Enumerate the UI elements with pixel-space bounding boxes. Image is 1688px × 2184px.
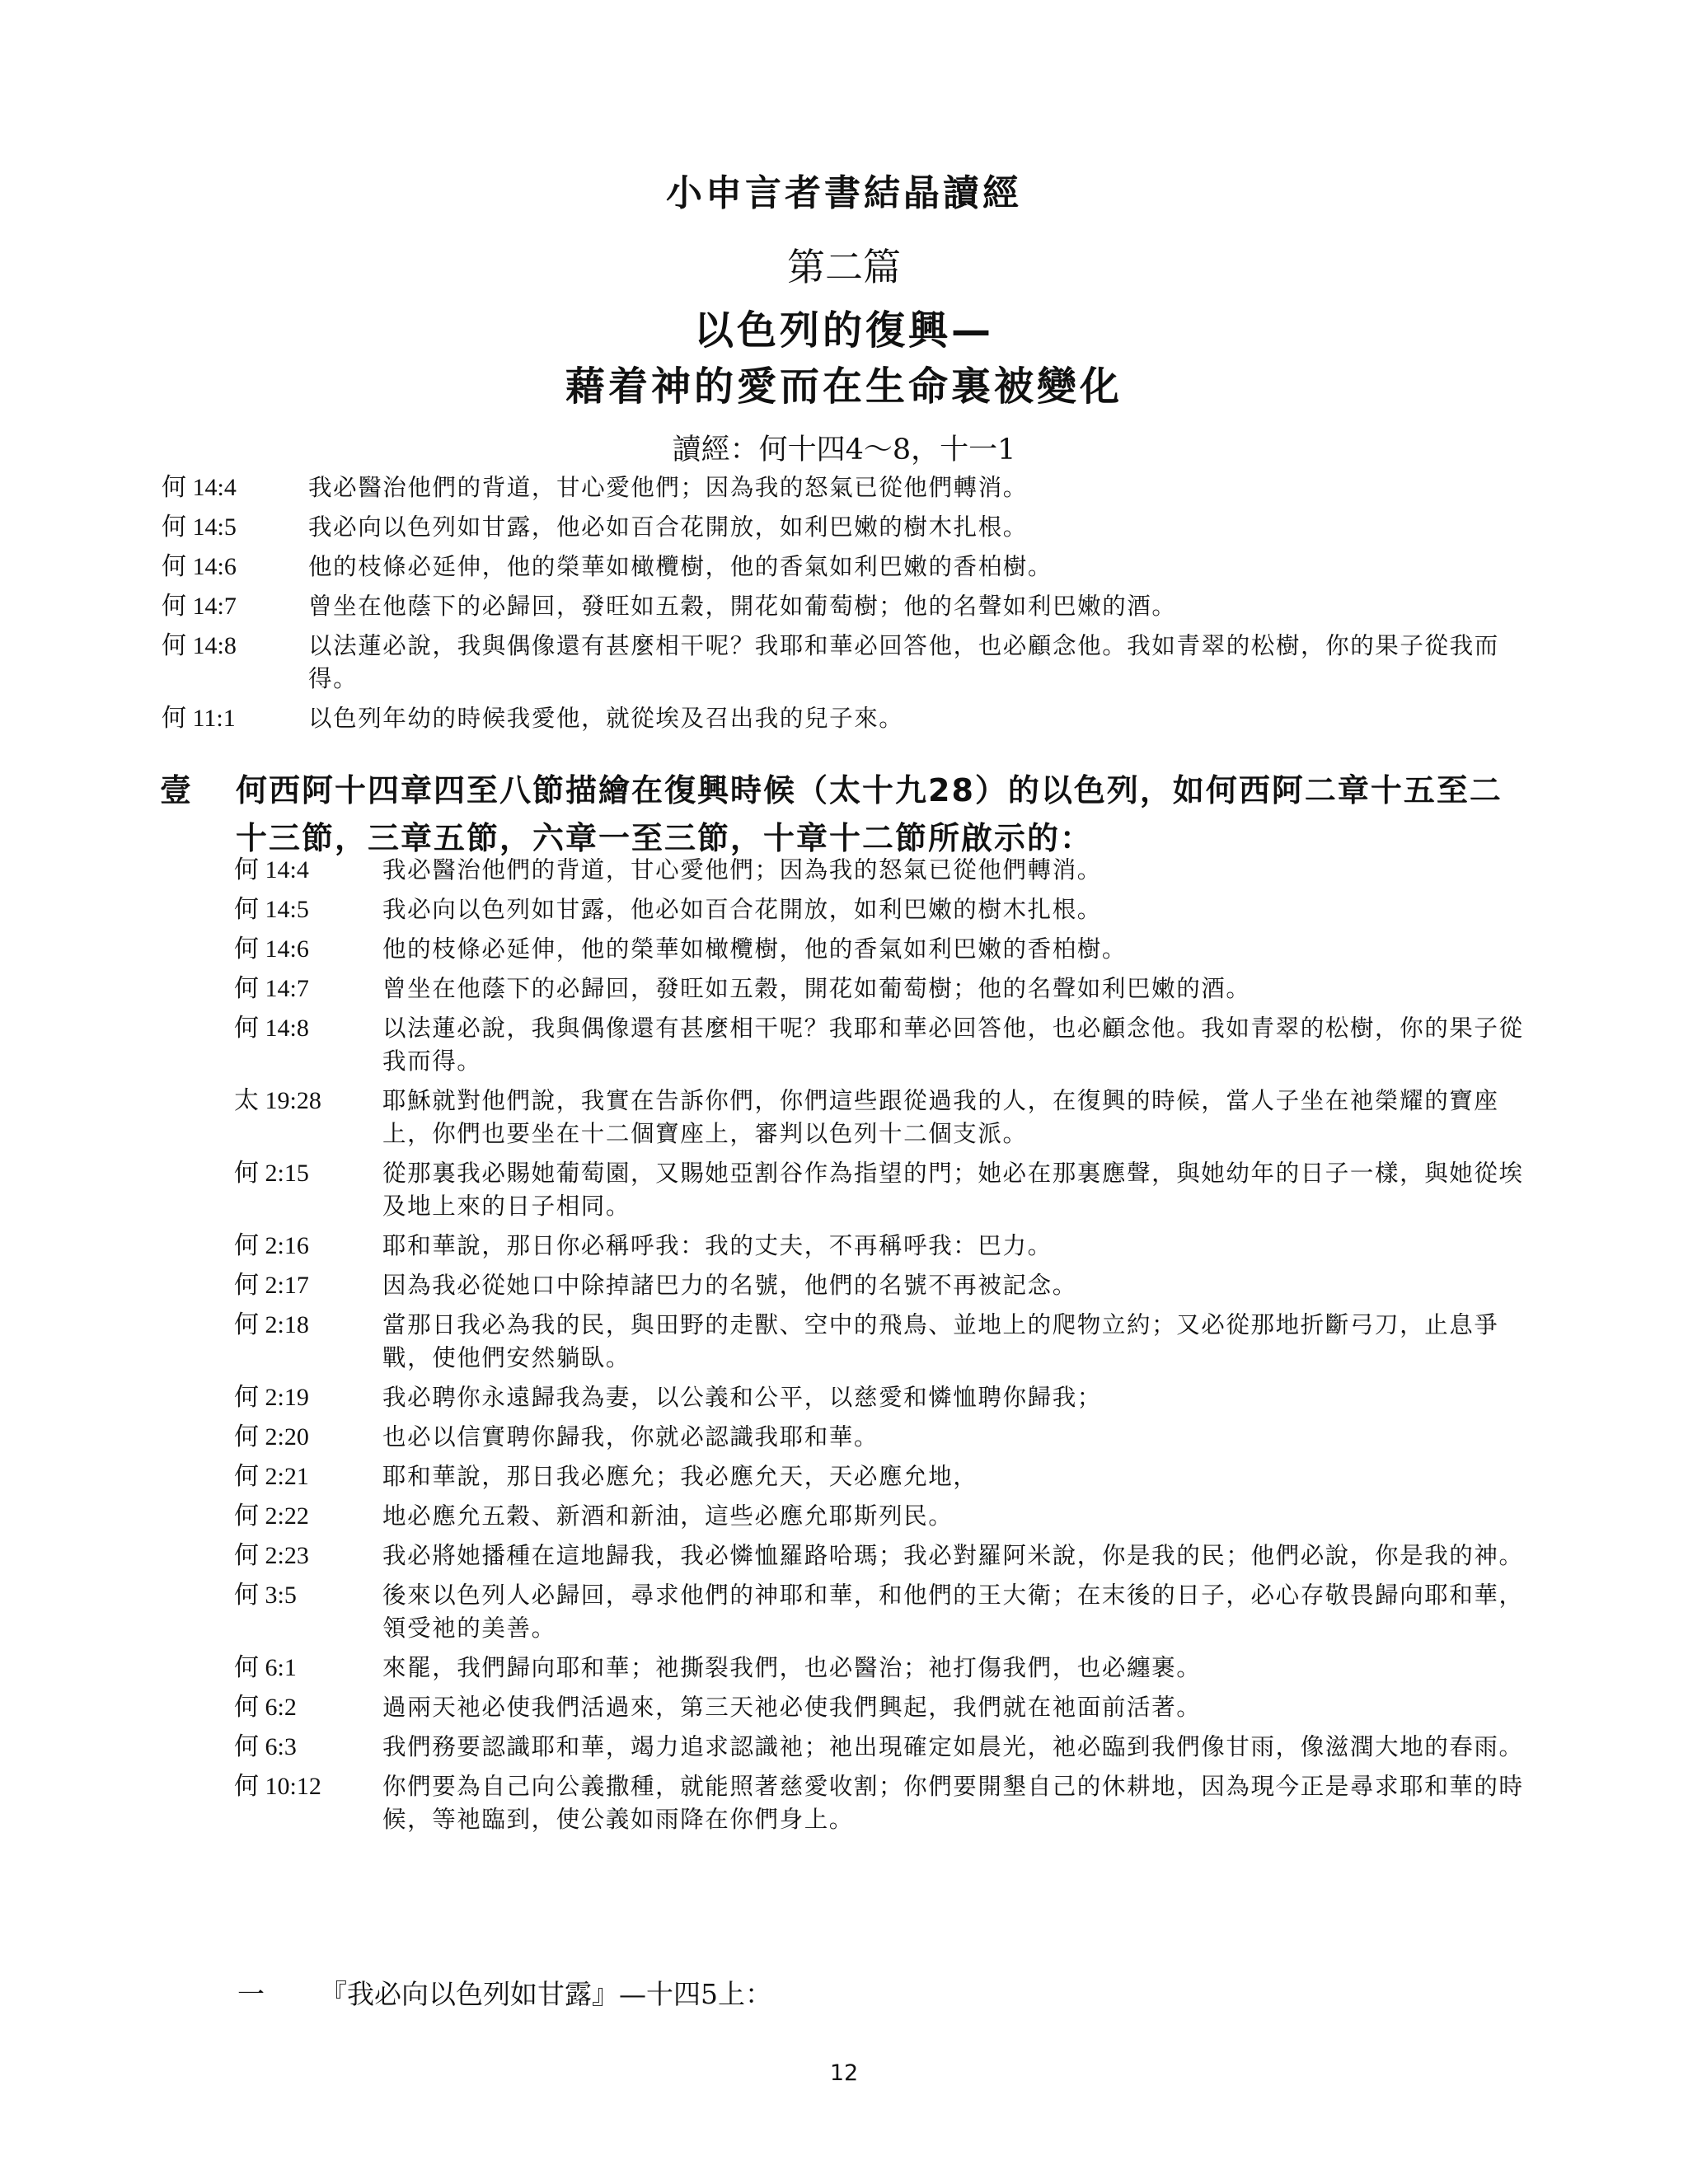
verse-text: 我們務要認識耶和華，竭力追求認識祂；祂出現確定如晨光，祂必臨到我們像甘雨，像滋潤大地的春雨。 [382, 1733, 1524, 1760]
verse-reference: 何 2:18 [234, 1311, 309, 1338]
subject-title-line1: 以色列的復興— [693, 307, 994, 354]
verse-row [234, 1381, 1530, 1414]
verse-row [234, 1691, 1530, 1724]
verse-text: 來罷，我們歸向耶和華；祂撕裂我們，也必醫治；祂打傷我們，也必纏裹。 [382, 1654, 1202, 1681]
verse-text: 我必醫治他們的背道，甘心愛他們；因為我的怒氣已從他們轉消。 [308, 474, 1028, 501]
verse-text: 曾坐在他蔭下的必歸回，發旺如五穀，開花如葡萄樹；他的名聲如利巴嫩的酒。 [308, 593, 1177, 620]
verse-reference: 何 14:5 [162, 513, 237, 541]
verse-text: 也必以信實聘你歸我，你就必認識我耶和華。 [382, 1423, 879, 1451]
verse-reference: 何 14:6 [162, 553, 237, 580]
verse-text: 因為我必從她口中除掉諸巴力的名號，他們的名號不再被記念。 [382, 1272, 1077, 1299]
subject-title-line2: 藉着神的愛而在生命裏被變化 [565, 363, 1123, 410]
verse-reference: 何 11:1 [162, 705, 236, 732]
verse-reference: 何 6:1 [234, 1654, 297, 1681]
verse-text: 他的枝條必延伸，他的榮華如橄欖樹，他的香氣如利巴嫩的香柏樹。 [382, 935, 1128, 963]
verse-text: 當那日我必為我的民，與田野的走獸、空中的飛鳥、並地上的爬物立約；又必從那地折斷弓刀，止息爭戰，使他們安然躺臥。 [382, 1311, 1499, 1371]
verse-row [234, 1421, 1530, 1454]
verse-reference: 何 14:4 [234, 856, 309, 883]
verse-row [234, 1731, 1530, 1764]
point-number: 壹 [160, 772, 192, 808]
verse-row [234, 972, 1530, 1005]
verse-row [234, 1500, 1530, 1533]
verse-reference: 何 14:8 [234, 1015, 309, 1042]
verse-row [234, 933, 1530, 966]
verse-text: 以色列年幼的時候我愛他，就從埃及召出我的兒子來。 [308, 705, 904, 732]
verse-text: 我必將她播種在這地歸我，我必憐恤羅路哈瑪；我必對羅阿米說，你是我的民；他們必說，你是我的神。 [382, 1542, 1524, 1569]
chapter-label: 第二篇 [787, 245, 901, 289]
verse-reference: 何 3:5 [234, 1582, 297, 1609]
verse-row [234, 1652, 1530, 1685]
verse-text: 耶和華說，那日我必應允；我必應允天，天必應允地， [382, 1463, 978, 1490]
verse-text: 以法蓮必說，我與偶像還有甚麼相干呢？我耶和華必回答他，也必顧念他。我如青翠的松樹，你的果子從我而得。 [308, 632, 1499, 692]
verse-reference: 何 2:21 [234, 1463, 309, 1490]
book-title: 小申言者書結晶讀經 [666, 172, 1022, 214]
verse-row [162, 471, 1530, 504]
scripture-reading: 讀經：何十四4～8，十一1 [672, 434, 1016, 466]
verse-row [234, 1269, 1530, 1302]
verse-reference: 何 14:7 [162, 593, 237, 620]
verse-row [234, 1579, 1530, 1645]
verse-reference: 何 2:16 [234, 1232, 309, 1259]
verse-row [234, 893, 1530, 926]
outline-point-one [160, 766, 1533, 862]
outline-sub-point [237, 1976, 772, 2013]
point-text: 何西阿十四章四至八節描繪在復興時候（太十九28）的以色列，如何西阿二章十五至二十三節，三章五節，六章一至三節，十章十二節所啟示的： [236, 772, 1503, 856]
verse-text: 我必聘你永遠歸我為妻，以公義和公平，以慈愛和憐恤聘你歸我； [382, 1384, 1102, 1411]
verse-text: 你們要為自己向公義撒種，就能照著慈愛收割；你們要開墾自己的休耕地，因為現今正是尋求耶和華的時候，等祂臨到，使公義如雨降在你們身上。 [382, 1773, 1524, 1833]
verse-row [234, 854, 1530, 887]
verse-row [234, 1085, 1530, 1151]
sub-point-text: 『我必向以色列如甘露』—十四5上： [320, 1978, 772, 2010]
verse-text: 我必醫治他們的背道，甘心愛他們；因為我的怒氣已從他們轉消。 [382, 856, 1102, 883]
verse-text: 地必應允五穀、新酒和新油，這些必應允耶斯列民。 [382, 1502, 954, 1530]
verse-reference: 何 10:12 [234, 1773, 321, 1800]
verse-row [162, 590, 1530, 623]
verse-text: 他的枝條必延伸，他的榮華如橄欖樹，他的香氣如利巴嫩的香柏樹。 [308, 553, 1053, 580]
verse-row [234, 1460, 1530, 1493]
verse-reference: 何 14:7 [234, 975, 309, 1002]
verse-reference: 何 6:2 [234, 1694, 297, 1721]
verse-row [162, 630, 1530, 696]
verse-text: 以法蓮必說，我與偶像還有甚麼相干呢？我耶和華必回答他，也必顧念他。我如青翠的松樹，你的果子從我而得。 [382, 1015, 1524, 1075]
verse-reference: 何 14:5 [234, 896, 309, 923]
verse-reference: 何 2:19 [234, 1384, 309, 1411]
verse-reference: 何 2:17 [234, 1272, 309, 1299]
page-number: 12 [829, 2060, 859, 2086]
verse-reference: 何 6:3 [234, 1733, 297, 1760]
verse-text: 過兩天祂必使我們活過來，第三天祂必使我們興起，我們就在祂面前活著。 [382, 1694, 1202, 1721]
verse-reference: 何 2:23 [234, 1542, 309, 1569]
verse-reference: 太 19:28 [234, 1087, 321, 1114]
verse-row [234, 1770, 1530, 1836]
verse-text: 我必向以色列如甘露，他必如百合花開放，如利巴嫩的樹木扎根。 [382, 896, 1102, 923]
verse-row [162, 551, 1530, 583]
verse-row [234, 1157, 1530, 1223]
point-verse-list [234, 854, 1530, 1843]
verse-reference: 何 14:4 [162, 474, 237, 501]
verse-text: 耶和華說，那日你必稱呼我：我的丈夫，不再稱呼我：巴力。 [382, 1232, 1053, 1259]
verse-row [234, 1230, 1530, 1263]
verse-row [234, 1540, 1530, 1572]
verse-row [162, 511, 1530, 544]
verse-reference: 何 2:15 [234, 1160, 309, 1187]
verse-row [234, 1012, 1530, 1078]
verse-row [162, 702, 1530, 735]
verse-reference: 何 2:22 [234, 1502, 309, 1530]
verse-text: 從那裏我必賜她葡萄園，又賜她亞割谷作為指望的門；她必在那裏應聲，與她幼年的日子一樣，與她從埃及地上來的日子相同。 [382, 1160, 1524, 1220]
reading-verse-list [162, 471, 1530, 742]
verse-reference: 何 14:8 [162, 632, 237, 659]
verse-text: 我必向以色列如甘露，他必如百合花開放，如利巴嫩的樹木扎根。 [308, 513, 1028, 541]
verse-row [234, 1309, 1530, 1375]
verse-text: 耶穌就對他們說，我實在告訴你們，你們這些跟從過我的人，在復興的時候，當人子坐在祂榮耀的寶座上，你們也要坐在十二個寶座上，審判以色列十二個支派。 [382, 1087, 1499, 1147]
verse-reference: 何 14:6 [234, 935, 309, 963]
sub-point-number: 一 [237, 1978, 265, 2010]
verse-text: 曾坐在他蔭下的必歸回，發旺如五穀，開花如葡萄樹；他的名聲如利巴嫩的酒。 [382, 975, 1251, 1002]
verse-reference: 何 2:20 [234, 1423, 309, 1451]
verse-text: 後來以色列人必歸回，尋求他們的神耶和華，和他們的王大衛；在末後的日子，必心存敬畏歸向耶和華，領受祂的美善。 [382, 1582, 1524, 1642]
